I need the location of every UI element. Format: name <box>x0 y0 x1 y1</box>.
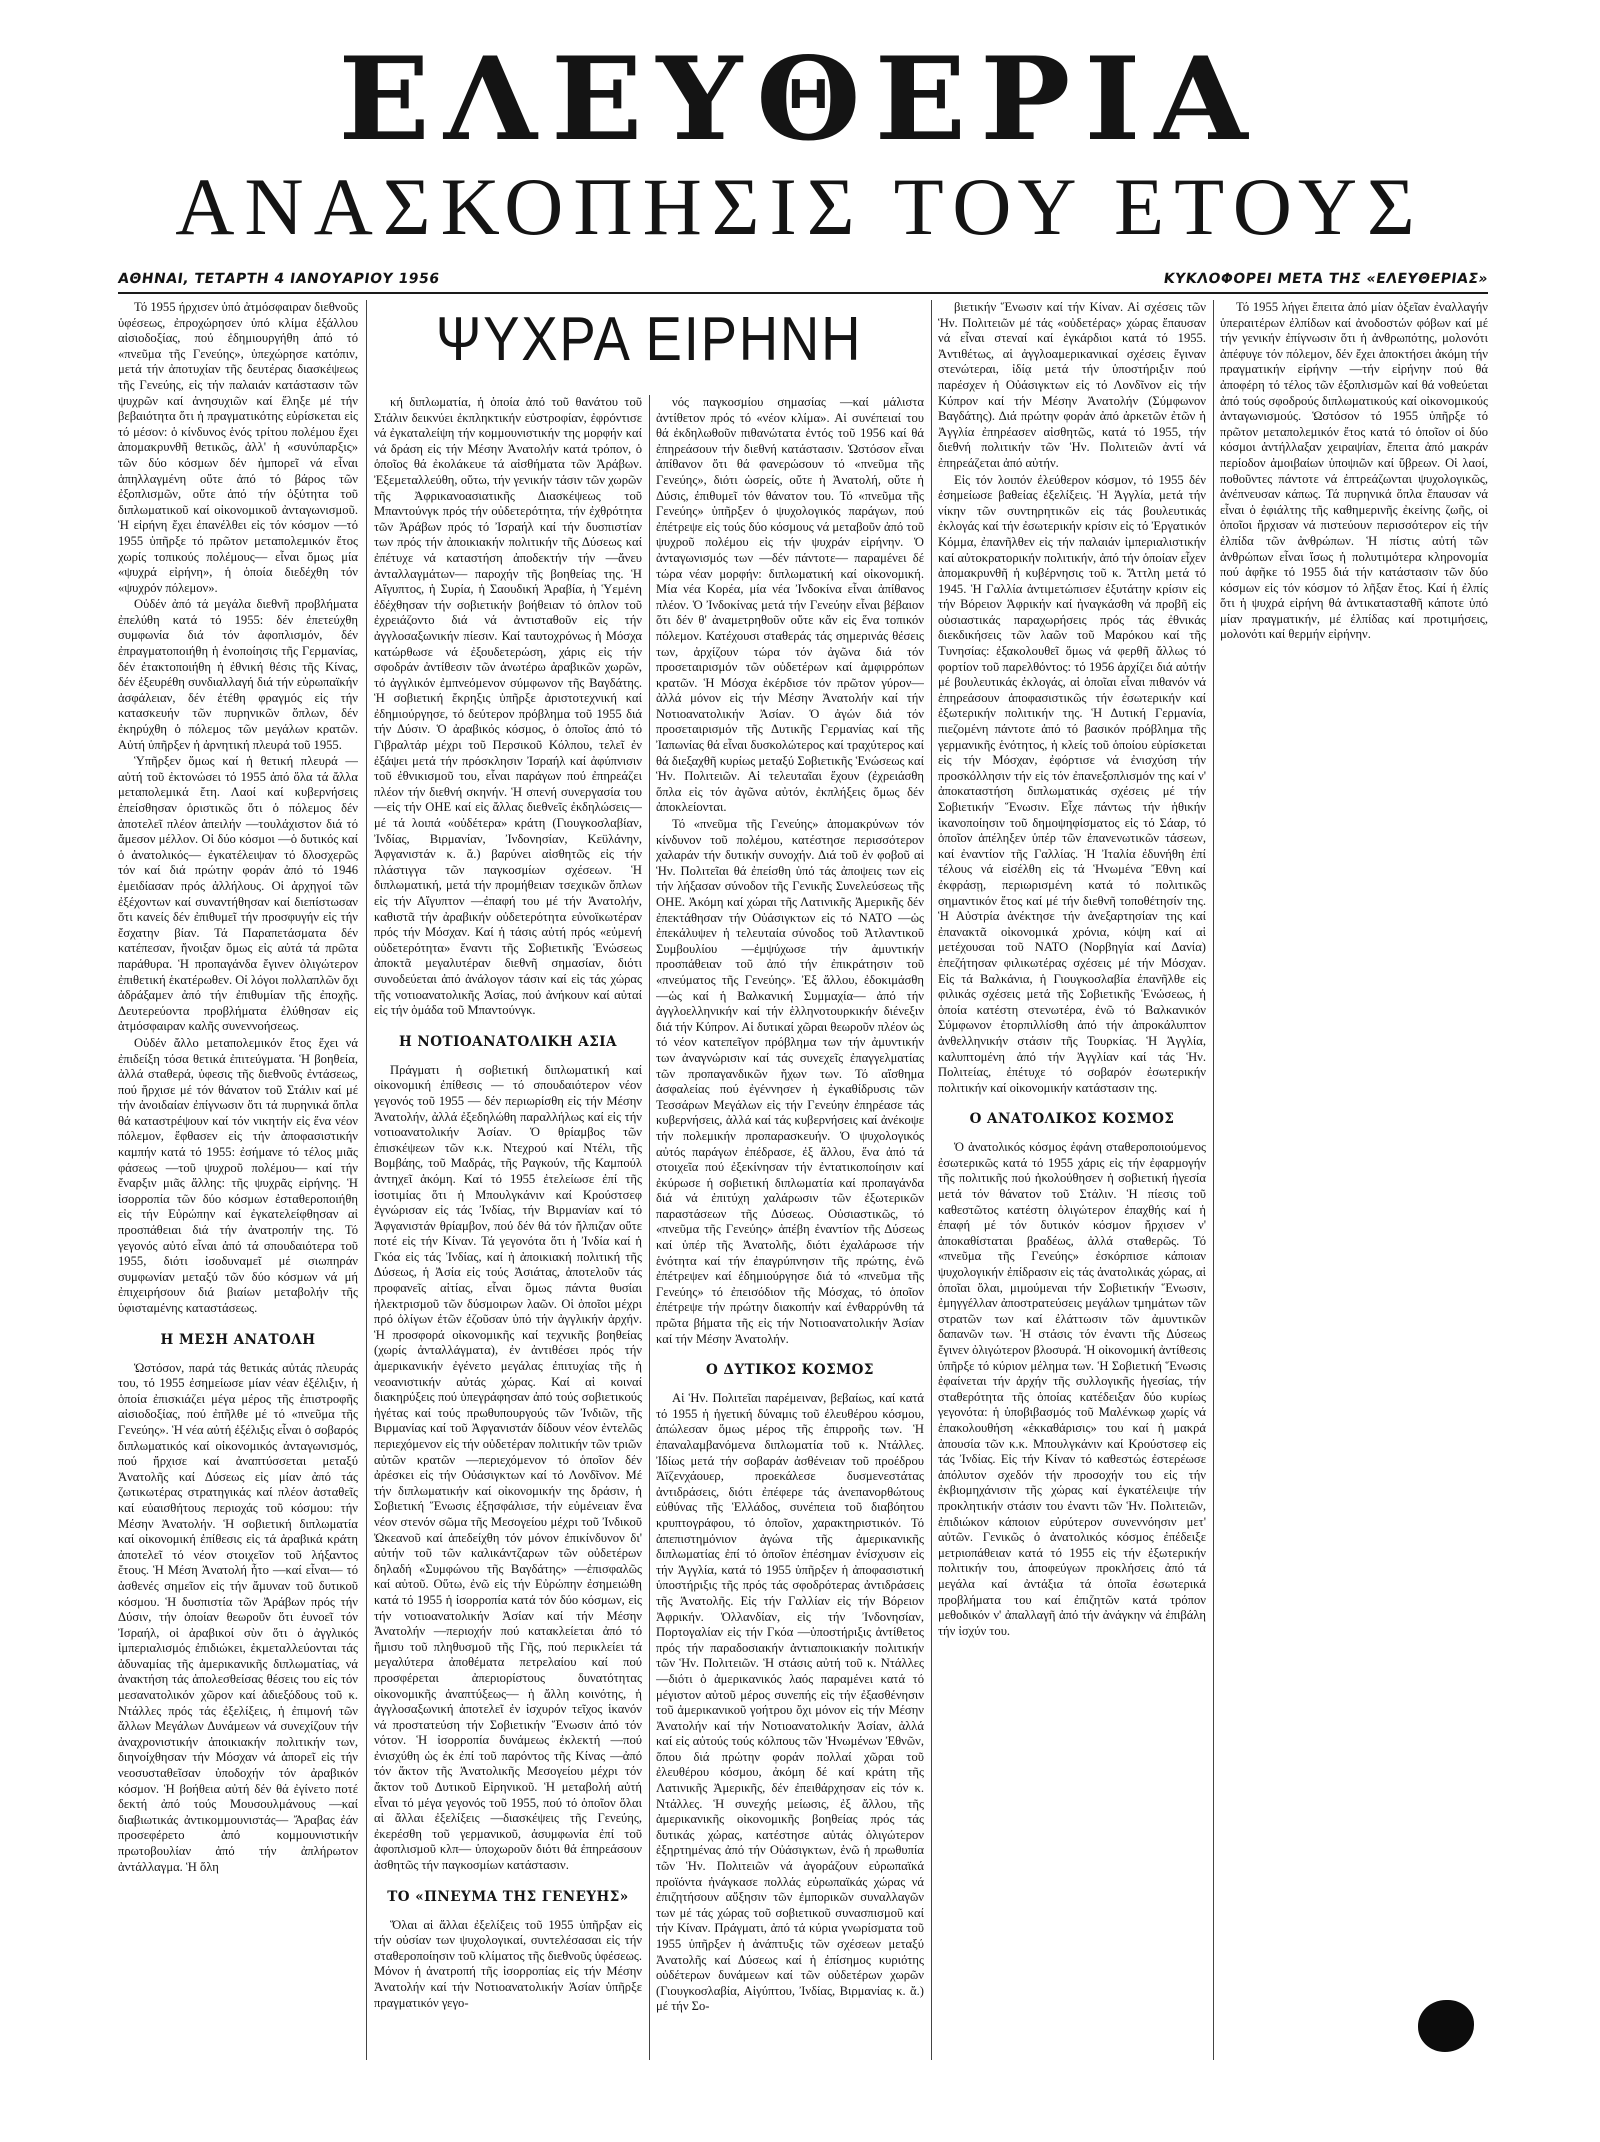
article-column-4 <box>938 300 1206 2065</box>
section-heading-western-world: Ο ΔΥΤΙΚΟΣ ΚΟΣΜΟΣ <box>706 1362 874 1379</box>
column-divider <box>366 300 367 2060</box>
section-heading-southeast-asia: Η ΝΟΤΙΟΑΝΑΤΟΛΙΚΗ ΑΣΙΑ <box>398 1033 618 1050</box>
article-column-5 <box>1220 300 1488 2065</box>
issue-date: ΑΘΗΝΑΙ, ΤΕΤΑΡΤΗ 4 ΙΑΝΟΥΑΡΙΟΥ 1956 <box>116 271 441 287</box>
paragraph: βιετικήν Ἕνωσιν καί τήν Κίναν. Αἱ σχέσεις τῶν Ἡν. Πολιτειῶν μέ τάς «οὐδετέρας» χώρας ἔπαυσαν νά εἶναι στεναί καί ἐγκάρδιοι κατά τό 1955. Ἀντιθέτως, αἱ ἀγγλοαμερικανικαί σχέσεις ἔγιναν στενώτεραι, ἰδίᾳ μετά τήν ὑποστήριξιν πού παρέσχεν ἡ Οὐάσιγκτων εἰς τό Λονδῖνον εἰς τήν Κύπρον καί τήν Μέσην Ἀνατολήν (Σύμφωνον Βαγδάτης). Διά πρώτην φοράν ἀπό ἀρκετῶν ἐτῶν ἡ Ἀγγλία ἐπηρέασεν αἰσθητῶς, κατά τό 1955, τήν διεθνή πολιτικήν τῶν Ἡν. Πολιτειῶν ἀντί νά ἐπηρεάζεται ἀπό αὐτήν. <box>938 300 1206 470</box>
paragraph: Τό «πνεῦμα τῆς Γενεύης» ἀπομακρύνων τόν κίνδυνον τοῦ πολέμου, κατέστησε περισσότερον χαλαράν τήν δυτικήν συνοχήν. Διά τοῦ ἐν φοβοῦ αἱ Ἡν. Πολιτεῖαι θά ἐπείσθη ὑπό τάς ἀποψεις των εἰς τήν λήξασαν σύνοδον τῆς Γενικῆς Συνελεύσεως τῆς ΟΗΕ. Ἀκόμη καί χώραι τῆς Λατινικῆς Ἀμερικῆς δέν ἐπεκτάθησαν τήν Οὐάσιγκτων εἰς τό ΝΑΤΟ —ὡς ἐπεκάλυψεν ἡ τελευταία σύνοδος τοῦ Ἀτλαντικοῦ Συμβουλίου —ἐμψύχωσε τήν ἀμυντικήν προσπάθειαν τοῦ ἀπό τήν ἐπικράτησιν τοῦ «πνεύματος τῆς Γενεύης». Ἐξ ἄλλου, ἐδοκιμάσθη —ὡς καί ἡ Βαλκανική Συμμαχία— ἀπό τήν ἀγγλοελληνικήν καί τήν ἑλληνοτουρκικήν διένεξιν διά τήν Κύπρον. Αἱ δυτικαί χῶραι θεωροῦν πλέον ὡς τό νέον κατεπεῖγον πρόβλημα των τήν ἀμυντικήν των ἀναγνώρισιν καί τάς συνεχεῖς ἐπαγγελματίας τῶν προπαγανδικῶν ἤχων των. Τό αἴσθημα ἀσφαλείας πού ἐγέννησεν ἡ ἐγκαθίδρυσις τῶν Τεσσάρων Μεγάλων εἰς τήν Γενεύην ἐπηρέασε τάς κυβερνήσεις, ἀλλά καί τάς κυβερνήσεις καί ἀνέκοψε τήν πολεμικήν προπαρασκευήν. Ὁ ψυχολογικός αὐτός παράγων ἐπέδρασε, ἐξ ἄλλου, ἕνα ἀπό τά στοιχεῖα πού ἐξεκίνησαν τήν ἐντατικοποίησιν καί ἐκύρωσε ἡ σοβιετική διπλωματία καί προπαγάνδα διά νά ἐπιτύχη χαλάρωσιν τῶν ἐξωτερικῶν παραστάσεων τῆς Δύσεως. Οὐσιαστικῶς, τό «πνεῦμα τῆς Γενεύης» ἀπέβη ἐναντίον τῆς Δύσεως καί ὑπέρ τῆς Ἀνατολῆς, διότι ἐχαλάρωσε τήν ἑνότητα καί τήν ἐπαγρύπνησιν τῆς πρώτης, ἐνῶ ἐπέτρεψεν καί ἐδημιούργησε διά τό «πνεῦμα τῆς Γενεύης» τό ἐπεισόδιον τῆς Μόσχας, τό ὁποῖον ἐπέτρεψε τήν πρώτην διακοπήν καί ἐνθαρρύνθη τά πρῶτα βήματα τῆς εἰς τήν Νοτιοανατολικήν Ἀσίαν καί τήν Μέσην Ἀνατολήν. <box>656 817 924 1346</box>
paragraph: νός παγκοσμίου σημασίας —καί μάλιστα ἀντίθετον πρός τό «νέον κλίμα». Αἱ συνέπειαί του θά ἐκδηλωθοῦν πιθανώτατα ἐντός τοῦ 1956 καί θά ἐπηρεάσουν τήν διεθνή κατάστασιν. Ὡστόσον εἶναι ἀπίθανον ὅτι θά φανερώσουν τό «πνεῦμα τῆς Γενεύης», διότι ὡσρείς, οὔτε ἡ Ἀνατολή, οὔτε ἡ Δύσις, ἐπιθυμεῖ τόν θάνατον του. Τό «πνεῦμα τῆς Γενεύης» ὑπῆρξεν ὁ ψυχολογικός παράγων, πού ἐπέτρεψε εἰς τούς δύο κόσμους νά μεταβοῦν ἀπό τοῦ ψυχροῦ πολέμου εἰς τήν ψυχράν εἰρήνην. Ὁ ἀνταγωνισμός των —δέν πάντοτε— παραμένει δέ τώρα νέαν μορφήν: διπλωματική καί οἰκονομική. Μία νέα Κορέα, μία νέα Ἰνδοκίνα εἶναι ἀπίθανος πλέον. Ὁ Ἰνδοκίνας μετά τήν Γενεύην εἶναι βέβαιον ὅτι δέν θ' ἀναμετρηθοῦν οὔτε κἄν εἰς ἕνα τοπικόν πόλεμον. Κατέχουσι σταθεράς τάς σημερινάς θέσεις των, ἀρχίζουν τώρα τόν ἀγῶνα διά τόν προσεταιρισμόν τῶν οὐδετέρων καί ἀμφιρρόπων κρατῶν. Ἡ Μόσχα ἐκέρδισε τόν πρῶτον γύρον—ἀλλά μόνον εἰς τήν Μέσην Ἀνατολήν καί τήν Νοτιοανατολικήν Ἀσίαν. Ὁ ἀγών διά τόν προσεταιρισμόν τῆς Δυτικῆς Γερμανίας καί τῆς Ἰαπωνίας θά εἶναι δυσκολώτερος καί τραχύτερος καί θά διεξαχθῆ κυρίως μεταξύ Σοβιετικῆς Ἑνώσεως καί Ἡν. Πολιτειῶν. Αἱ τελευταῖαι ἔχουν (ἐχρειάσθη ὅπλα εἰς τόν ἀγῶνα αὐτόν, ἐκπλήξεις ὅμως δέν ἀποκλείονται. <box>656 395 924 815</box>
column-divider <box>931 300 932 2060</box>
section-heading-middle-east: Η ΜΕΣΗ ΑΝΑΤΟΛΗ <box>160 1331 316 1348</box>
column-divider <box>1213 300 1214 2060</box>
section-heading-eastern-world: Ο ΑΝΑΤΟΛΙΚΟΣ ΚΟΣΜΟΣ <box>969 1111 1175 1128</box>
paragraph: Πράγματι ἡ σοβιετική διπλωματική καί οἰκονομική ἐπίθεσις — τό σπουδαιότερον νέον γεγονός τοῦ 1955 — δέν περιωρίσθη εἰς τήν Μέσην Ἀνατολήν, ἀλλά ἐξεδηλώθη παραλλήλως καί εἰς τήν νοτιοανατολικήν Ἀσίαν. Ὁ θρίαμβος τῶν ἐπισκέψεων τῶν κ.κ. Ντεχρού καί Ντέλι, τῆς Βομβάης, τοῦ Μαδράς, τῆς Ραγκούν, τῆς Καμπούλ ἀντηχεῖ ἀκόμη. Καί τό 1955 ἐτελείωσε ἐπί τῆς ἰσοτιμίας ὅτι ἡ Μπουλγκάνιν καί Κρούστσεφ ἐγνώρισαν εἰς τάς Ἰνδίας, τήν Βιρμανίαν καί τό Ἀφγανιστάν θρίαμβον, πού δέν θά τόν ἤλπιζαν οὔτε ποτέ εἰς τήν Κίναν. Τά γεγονότα ὅτι ἡ Ἰνδία καί ἡ Γκόα εἰς τάς Ἰνδίας, καί ἡ ἀποικιακή πολιτική τῆς Δύσεως, ἡ Ἀσία εἰς τούς Ἀσιάτας, ἀποτελοῦν τάς προφανεῖς αἰτίας, εἶναι ὅμως πάντα θυσίαι ἠλεκτρισμοῦ τῶν δύσμοιρων λαῶν. Οἱ ὁποῖοι μέχρι πρό ὀλίγων ἐτῶν ἐζοῦσαν ὑπό τήν ἀγγλικήν ἀρχήν. Ἡ προσφορά οἰκονομικῆς καί τεχνικῆς βοηθείας (χωρίς ἀνταλλάγματα), ἐν ἀντιθέσει πρός τήν ἀμερικανικήν ἐγένετο μεγάλας ἐπιτυχίας τῆς ἡ νεοανιστικήν αὐτάς χώρας. Καί αἱ κοιναί διακηρύξεις πού ὑπεγράφησαν ἀπό τούς σοβιετικούς ἡγέτας καί τούς πρωθυπουργούς τῶν Ἰνδιῶν, τῆς Βιρμανίας καί τοῦ Ἀφγανιστάν δίδουν νέον ἐντελῶς περιεχόμενον εἰς τήν οὐδετέραν πολιτικήν τῶν τριῶν αὐτῶν κρατῶν —περιεχόμενον τό ὁποῖον δέν ἀρέσκει εἰς τήν Οὐάσιγκτων καί τό Λονδῖνον. Μέ τήν διπλωματικήν καί οἰκονομικήν της δράσιν, ἡ Σοβιετική Ἕνωσις ἐξησφάλισε, τήν εὐμένειαν ἕνα νέον στενόν σῶμα τῆς Μεσογείου μέχρι τοῦ Ἰνδικοῦ Ὠκεανοῦ καί ἀπεδείχθη τόν μόνον ἐπικίνδυνον δι' αὐτήν τοῦ τῶν καλικάντζαρων τῶν οὐδετέρων δηλαδή «Συμφώνου τῆς Βαγδάτης» —ἐπισφαλῶς καί αὐτοῦ. Οὕτω, ἐνῶ εἰς τήν Εὐρώπην ἐσημειώθη κατά τό 1955 ἡ ἰσορροπία κατά τόν δύο κόσμων, εἰς τήν νοτιοανατολικήν Ἀσίαν καί τήν Μέσην Ἀνατολήν —περιοχήν πού κατακλείεται ἀπό τό ἥμισυ τοῦ πληθυσμοῦ τῆς Γῆς, πού περικλείει τά μεγαλύτερα ἀποθέματα πετρελαίου καί πού προσφέρεται ἀπεριορίστους δυνατότητας οἰκονομικῆς ἀναπτύξεως— ἡ ἄλλη κοινότης, ἡ ἀγγλοσαξωνική ἀποτελεῖ ἐν ἰσχυρόν τεῖχος ἱκανόν νά προστατεύση τήν Σοβιετικήν Ἕνωσιν ἀπό τόν νότον. Ἡ ἰσορροπία δυνάμεως ἐκλεκτή —πού ἐνισχύθη ὡς ἐκ ἐπί τοῦ παρόντος τῆς Κίνας —ἀπό τόν ἄκτον τῆς Ἀνατολικῆς Μεσογείου μέχρι τόν ἄκτον τοῦ Δυτικοῦ Εἰρηνικοῦ. Ἡ μεταβολή αὐτή εἶναι τό μέγα γεγονός τοῦ 1955, πού τό ὁποῖον ὅλαι αἱ ἄλλαι ἐξελίξεις —διασκέψεις τῆς Γενεύης, ἐκερέσθη τοῦ γερμανικοῦ, ἀσυμφωνία ἐπί τοῦ ἀφοπλισμοῦ κλπ— ὑποχωροῦν διότι θά ἐπηρεάσουν ἀσθητῶς τήν παγκοσμίων κατάστασιν. <box>374 1062 642 1873</box>
paragraph: Τό 1955 ήρχισεν ὑπό ἀτμόσφαιραν διεθνοῦς ὑφέσεως, ἐπροχώρησεν ὑπό κλίμα ἐξάλλου αἰσιοδοξίας, πού ἐδημιουργήθη ἀπό τό «πνεῦμα τῆς Γενεύης», ὑπεχώρησε κατόπιν, μετά τήν ἀποτυχίαν τῆς δευτέρας διασκέψεως τῆς Γενεύης, εἰς τήν παλαιάν κατάστασιν τῶν ψυχρῶν καί ἀνησυχιῶν καί ἔληξε μέ τήν βεβαιότητα ὅτι ἡ πραγματικότης εὑρίσκεται εἰς τό μέσον: ὁ κίνδυνος ἑνός τρίτου πολέμου ἔχει ἀπομακρυνθῆ θετικῶς, ἀλλ' ἡ «συνύπαρξις» τῶν δύο κόσμων δέν ἠμπορεῖ νά εἶναι ἁπηλλαγμένη οὔτε ἀπό τό βάρος τῶν ἐξοπλισμῶν, οὔτε ἀπό τήν ὀξύτητα τοῦ διπλωματικοῦ καί οἰκονομικοῦ ἀνταγωνισμοῦ. Ἡ εἰρήνη ἔχει ἐπανέλθει εἰς τόν κόσμον —τό 1955 ὑπῆρξε τό πρῶτον μεταπολεμικόν ἔτος χωρίς τοπικούς πολέμους— εἶναι ὅμως μία «ψυχρά εἰρήνη», ἡ ὁποία διεδέχθη τόν «ψυχρόν πόλεμον». <box>118 300 358 595</box>
article-column-1 <box>118 300 358 2065</box>
paragraph: Οὐδέν ἀπό τά μεγάλα διεθνῆ προβλήματα ἐπελύθη κατά τό 1955: δέν ἐπετεύχθη συμφωνία διά τόν ἀφοπλισμόν, δέν ἐπραγματοποιήθη ἡ ἑνοποίησις τῆς Γερμανίας, δέν ἐτακτοποιήθη ἡ ἐθνική θέσις τῆς Κίνας, δέν ἐξευρέθη συνδιαλλαγή διά τήν εὐρωπαϊκήν ἀσφάλειαν, δέν ἐτέθη φραγμός εἰς τήν κατασκευήν τῶν πυρηνικῶν ὅπλων, δέν ἐκηρύχθη ὁ πόλεμος τῶν μεγάλων κρατῶν. Αὐτή ὑπῆρξεν ἡ ἀρνητική πλευρά τοῦ 1955. <box>118 597 358 752</box>
paragraph: κή διπλωματία, ἡ ὁποία ἀπό τοῦ θανάτου τοῦ Στάλιν δεικνύει ἐκπληκτικήν εὐστροφίαν, ἐφρόντισε νά ἐγκαταλείψη τήν κομμουνιστικήν της μορφήν καί νά δράση εἰς τήν Μέσην Ἀνατολήν κατά τρόπον, ὁ ὁποῖος θά ἐκολάκευε τά αἰσθήματα τῶν Ἀράβων. Ἐξεμεταλλεύθη, οὕτω, τήν γενικήν τάσιν τῶν χωρῶν τῆς Ἀφρικανοασιατικῆς Διασκέψεως τοῦ Μπαντούνγκ πρός τήν οὐδετερότητα, τήν ἐχθρότητα τῶν Ἀράβων πρός τό Ἰσραήλ καί τήν δυσπιστίαν των πρός τήν ἀποικιακήν πολιτικήν τῆς Δύσεως καί ἐπέτυχε νά καταστήση ἀποδεκτήν τήν —ἄνευ ἀνταλλαγμάτων— παροχήν τῆς βοηθείας της. Ἡ Αἴγυπτος, ἡ Συρία, ἡ Σαουδική Ἀραβία, ἡ Ὑεμένη ἐδέχθησαν τήν σοβιετικήν βοήθειαν τό ὁπλον τοῦ ἐχρειάζοντο διά νά ἀντισταθοῦν εἰς τήν ἀγγλοσαξωνικήν πίεσιν. Καί ταυτοχρόνως ἡ Μόσχα κατώρθωσε νά ἐξουδετερώση, χάρις εἰς τήν σφοδράν ἀντίθεσιν τῶν ἀνωτέρω ἀραβικῶν χωρῶν, τό ἀγγλικόν ἐμπνεόμενον σύμφωνον τῆς Βαγδάτης. Ἡ σοβιετική ἔκρηξις ὑπῆρξε ἀριστοτεχνική καί ἐδημιούργησε, τό δεύτερον πρόβλημα τοῦ 1955 διά τήν Δύσιν. Ὁ ἀραβικός κόσμος, ὁ ὁποῖος ἀπό τό Γιβραλτάρ μέχρι τοῦ Περσικοῦ Κόλπου, τελεῖ ἐν ἐξάψει μετά τήν πρόσκλησιν Ἰσραήλ καί ἀφύπνισιν τοῦ ἐθνικισμοῦ του, εἶναι παράγων πού ἐπηρεάζει πλέον τήν διεθνή σκηνήν. Ἡ σπενή συνεργασία του —εἰς τήν ΟΗΕ καί εἰς ἄλλας διεθνεῖς ἐκδηλώσεις— μέ τά λοιπά «οὐδέτερα» κράτη (Γιουγκοσλαβίαν, Ἰνδίας, Βιρμανίαν, Ἰνδονησίαν, Κεϋλάνην, Ἀφγανιστάν κ. ἄ.) βαρύνει αἰσθητῶς εἰς τήν πλάστιγγα τῶν παγκοσμίων σχέσεων. Ἡ διπλωματική, μετά τήν προμήθειαν τσεχικῶν ὅπλων εἰς τήν Αἴγυπτον —ἐπαφή του μέ τήν Ἀνατολήν, καθιστᾶ τήν ἀραβικήν οὐδετερότητα εὐνοϊκωτέραν πρός τήν Μόσχαν. Καί ἡ τάσις αὐτή πρός «εὐμενή οὐδετερότητα» ἔναντι τῆς Σοβιετικῆς Ἑνώσεως ἀποκτᾶ μεγαλυτέραν διεθνῆ σημασίαν, διότι συνοδεύεται ἀπό ἀνάλογον τάσιν καί εἰς τάς χώρας τῆς νοτιοανατολικῆς Ἀσίας, πού ἀνήκουν καί αὐταί εἰς τήν ὁμάδα τοῦ Μπαντούνγκ. <box>374 395 642 1018</box>
paragraph: Οὐδέν ἄλλο μεταπολεμικόν ἔτος ἔχει νά ἐπιδείξη τόσα θετικά ἐπιτεύγματα. Ἡ βοηθεία, ἀλλά σταθερά, ὑφεσις τῆς διεθνοῦς ἐντάσεως, πού ἤρχισε μέ τόν θάνατον τοῦ Στάλιν καί μέ τήν ἀνοιδαίαν ἐπίγνωσιν ὅτι τά πυρηνικά ὅπλα θά καταστρέψουν καί τόν νικητήν εἰς ἕνα νέον πόλεμον, ἔφθασεν εἰς τήν ἀποφασιστικήν καμπήν κατά τό 1955: ἐσήμανε τό τέλος μιᾶς φάσεως —τοῦ ψυχροῦ πολέμου— καί τήν ἔναρξιν μιᾶς ἄλλης: τῆς ψυχρᾶς εἰρήνης. Ἡ ἰσορροπία τῶν δύο κόσμων ἐσταθεροποιήθη εἰς τήν Εὐρώπην καί ἐγκατελείφθησαν αἱ προσπάθειαι διά τήν ἀνατροπήν της. Τό γεγονός αὐτό εἶναι ἀπό τά σπουδαιότερα τοῦ 1955, διότι ἰσοδυναμεῖ μέ σιωπηράν συμφωνίαν μεταξύ τῶν δύο κόσμων νά μή ἐπιχειρήσουν διά βιαίων μεταβολήν τῆς ὑφισταμένης καταστάσεως. <box>118 1035 358 1315</box>
section-heading-geneva-spirit: ΤΟ «ΠΝΕΥΜΑ ΤΗΣ ΓΕΝΕΥΗΣ» <box>387 1888 629 1905</box>
column-divider <box>649 395 650 2060</box>
paragraph: Ὑπῆρξεν ὅμως καί ἡ θετική πλευρά — αὐτή τοῦ ἐκτονώσει τό 1955 ἀπό ὅλα τά ἄλλα μεταπολεμικά ἔτη. Λαοί καί κυβερνήσεις ἐπείσθησαν ὁριστικῶς ὅτι ὁ πόλεμος δέν ἀποτελεῖ πλέον ἀπειλήν —τουλάχιστον διά τό ἄμεσον μέλλον. Οἱ δύο κόσμοι —ὁ δυτικός καί ὁ ἀνατολικός— ἐγκατέλειψαν τό δλοσχερῶς τόν καί διά πρώτην φοράν ἀπό τό 1946 ἐμειδίασαν πρός ἀλλήλους. Οἱ ἀρχηγοί τῶν ἐξέχοντων καί συναντήθησαν καί διεπίστωσαν ὅτι κανείς δέν ἐπιθυμεῖ τήν προσφυγήν εἰς τήν ἔσχατην βίαν. Τά Παραπετάσματα δέν κατέπεσαν, ἤνοιξαν ὅμως εἰς αὐτά τά πρῶτα παράθυρα. Ἡ προπαγάνδα ἔγινεν ὀλιγώτερον ἐπιθετική ἑκατέρωθεν. Οἱ λόγοι πολλαπλῶν ὄχι ἀδράξαμεν ἀπό τήν ἐπιθυμίαν τῆς ἐποχῆς. Δευτερεύοντα προβλήματα ἐλύθησαν εἰς ἀτμόσφαιραν καλῆς συνεννοήσεως. <box>118 754 358 1034</box>
article-column-2 <box>374 395 642 2065</box>
header-rule <box>118 292 1488 294</box>
article-headline: ΨΥΧΡΑ ΕΙΡΗΝΗ <box>435 305 863 374</box>
newspaper-title: ΕΛΕΥΘΕΡΙΑ <box>338 32 1262 167</box>
paragraph: Εἰς τόν λοιπόν ἐλεύθερον κόσμον, τό 1955 δέν ἐσημείωσε βαθείας ἐξελίξεις. Ἡ Ἀγγλία, μετά τήν νίκην τῶν συντηρητικῶν εἰς τάς βουλευτικάς ἐκλογάς καί τήν ἐσωτερικήν κρίσιν εἰς τό Ἐργατικόν Κόμμα, ἐπανῆλθεν εἰς τήν παλαιάν ἰμπεριαλιστικήν καί αὐτοκρατορικήν πολιτικήν, ἀπό τήν ὁποίαν εἶχεν ἀπομακρυνθῆ ἡ κυβέρνησις τοῦ κ. Ἄττλη μετά τό 1945. Ἡ Γαλλία ἀντιμετώπισεν ἐξυτάτην κρίσιν εἰς τήν Βόρειον Ἀφρικήν καί ἠναγκάσθη νά προβῆ εἰς οὐσιαστικάς παραχωρήσεις πρός τάς ἐθνικάς διεκδικήσεις τῶν λαῶν τοῦ Μαρόκου καί τῆς Τυνησίας: ἐξακολουθεῖ ὅμως νά φερθῆ ἄλλως τό φορτίον τοῦ παρελθόντος: τό 1956 ἀρχίζει διά αὐτήν μέ βουλευτικάς ἐκλογάς, αἱ ὁποῖαι εἶναι πιθανόν νά ἐπηρεάσουν ἀποφασιστικῶς τήν ἐσωτερικήν καί ἐξωτερικήν πολιτικήν της. Ἡ Δυτική Γερμανία, πιεζομένη πάντοτε ἀπό τό βασικόν πρόβλημα τῆς γερμανικῆς ἑνότητος, ἡ κλείς τοῦ ὁποίου εὑρίσκεται εἰς τήν Μόσχαν, ἐφόρτισε νά ἐνισχύση τήν προσκόλλησιν τήν εἰς τόν ἐπανεξοπλισμόν της καί ν' ἀποκαταστήση διπλωματικάς σχέσεις μέ τήν Σοβιετικήν Ἕνωσιν. Εἶχε πάντως τήν ἠθικήν ἱκανοποίησιν τοῦ δημοψηφίσματος εἰς τό Σάαρ, τό ὁποῖον ἀπέληξεν ὑπέρ τῶν ἐπανενωτικῶν τάσεων, καί ἐναντίον τῆς Γαλλίας. Ἡ Ἰταλία ἐδυνήθη ἐπί τέλους νά εἰσέλθη εἰς τά Ἡνωμένα Ἔθνη καί ἐκφράσῃ, περιωρισμένη κατά τό πολιτικῶς σημαντικόν ἔτος καί μέ τήν διεθνῆ τοποθέτησίν της. Ἡ Αὐστρία ἀνέκτησε τήν ἀνεξαρτησίαν της καί ἐπανακτᾶ οἰκονομικά χρόνια, κόψη καί αἱ μετέχουσαι τοῦ ΝΑΤΟ (Νορβηγία καί Δανία) ἐπεζήτησαν φιλικωτέρας σχέσεις μέ τήν Μόσχαν. Εἰς τά Βαλκάνια, ἡ Γιουγκοσλαβία ἐπανῆλθε εἰς φιλικάς σχέσεις μετά τῆς Σοβιετικῆς Ἑνώσεως, ἡ ὁποία κατέστη στενωτέρα, ἐνῶ τό Βαλκανικόν Σύμφωνον ἐτορπιλλίσθη ἀπό τήν ἀπροκάλυπτον ἀνθελληνικήν στάσιν τῆς Τουρκίας. Ἡ Ἀγγλία, καλυπτομένη ἀπό τήν Ἀγγλίαν καί τάς Ἡν. Πολιτείας, ἐπέτυχε τό σοβαρόν ἐσωτερικήν πολιτικήν καί οἰκονομικήν κατάστασιν της. <box>938 472 1206 1095</box>
paragraph: Ὁ ἀνατολικός κόσμος ἐφάνη σταθεροποιούμενος ἐσωτερικῶς κατά τό 1955 χάρις εἰς τήν ἐφαρμογήν τῆς πολιτικῆς πού ἠκολούθησεν ἡ σοβιετική ἡγεσία μετά τόν θάνατον τοῦ Στάλιν. Ἡ πίεσις τοῦ καθεστῶτος κατέστη ὀλιγώτερον ἐπαχθής καί ἡ ἐπαφή μέ τόν δυτικόν κόσμον ἤρχισεν ν' ἀποκαθίσταται βραδέως, ἀλλά σταθερῶς. Τό «πνεῦμα τῆς Γενεύης» ἐσκόρπισε κάποιαν ψυχολογικήν ἐπίδρασιν εἰς τάς ἀνατολικάς χώρας, αἱ ὁποῖαι ὅλαι, μιμούμεναι τήν Σοβιετικήν Ἕνωσιν, ἐμηγγέλλαν ἀποστρατεύσεις μεγάλων τμημάτων τῶν στρατῶν των καί ἐλάττωσιν τῶν ἀμυντικῶν δαπανῶν των. Ἡ στάσις τόν ἐναντι τῆς Δύσεως ἔγινεν ὀλιγώτερον βλοσυρά. Ἡ οἰκονομική ἀντίθεσις ὑπῆρξε τό κύριον μέλημα των. Ἡ Σοβιετική Ἕνωσις ἐφαίνεται τήν ἀρχήν τῆς συλλογικῆς ἡγεσίας, τήν σταθερότητα τῆς ὁποίας κατέδειξαν δύο κυρίως γεγονότα: ἡ ὑποβιβασμός τοῦ Μαλένκωφ χωρίς νά ἐπακολουθήση «ἐκκαθάρισις» του καί ἡ μακρά ἀπουσία τῶν κ.κ. Μπουλγκάνιν καί Κρούστσεφ εἰς τάς Ἰνδίας. Εἰς τήν Κίναν τό καθεστώς ἐστερέωσε ἀπόλυτον σχεδόν τήν προσοχήν του εἰς τήν ἐκβιομηχάνισιν τῆς χώρας καί ἐγκατέλειψε τήν προκλητικήν στάσιν του ἐναντι τῶν Ἡν. Πολιτειῶν, ἐπιδιώκον κάποιον εὐρύτερον συνεννόησιν μετ' αὐτῶν. Γενικῶς ὁ ἀνατολικός κόσμος ἐπέδειξε μετριοπάθειαν κατά τό 1955 εἰς τήν ἐξωτερικήν πολιτικήν του, ἀποφεύγων προκλήσεις ἀπό τά μεγάλα καί ἀντάξια τά ὁποῖα ἐσωτερικά προβλήματα του καί ἐπιζητῶν κατά τρόπον μεθοδικόν ν' ἀπαλλαγῆ ἀπό τήν ἀνάγκην νά ἐπιβάλη τήν ἰσχύν του. <box>938 1140 1206 1638</box>
paragraph: Ὅλαι αἱ ἄλλαι ἐξελίξεις τοῦ 1955 ὑπῆρξαν εἰς τήν οὐσίαν των ψυχολογικαί, συντελέσασαι εἰς τήν σταθεροποίησιν τοῦ κλίματος τῆς διεθνοῦς ὑφέσεως. Μόνον ἡ ἀνατροπή τῆς ἰσορροπίας εἰς τήν Μέσην Ἀνατολήν καί τήν Νοτιοανατολικήν Ἀσίαν ὑπῆρξε πραγματικόν γεγο- <box>374 1917 642 2010</box>
paragraph: Αἱ Ἡν. Πολιτεῖαι παρέμειναν, βεβαίως, καί κατά τό 1955 ἡ ἡγετική δύναμις τοῦ ἐλευθέρου κόσμου, ἀπώλεσαν ὅμως μέρος τῆς ἐπιρροῆς των. Ἡ ἐπαναλαμβανόμενα διπλωματία τοῦ κ. Ντάλλες. Ἰδίως μετά τήν σοβαράν ἀσθένειαν τοῦ προέδρου Ἀϊζενχάουερ, προεκάλεσε δυσμενεστάτας ἀντιδράσεις, διότι ἐπέφερε τάς ἀνεπανορθώτους εὐθύνας τῆς Ἑλλάδος, συνέπεια τοῦ διαβόητου κρυπτογράφου, τό ὁποῖον, χαρακτηριστικόν. Τό ἀπεπιστημόνιον ἀγώνα τῆς ἀμερικανικῆς διπλωματίας ἐπί τό ὁποῖον ἐπέσημαν ἐνίσχυσιν εἰς τήν Ἀγγλία, κατά τό 1955 ὑπῆρξεν ἡ ἀποφασιστική ὑποστήριξις τῆς πρός τάς σφοδρότερας ἀντιδράσεις τῆς Ἀνατολῆς. Εἰς τήν Γαλλίαν εἰς τήν Βόρειον Ἀφρικήν. Ὁλλανδίαν, εἰς τήν Ἰνδονησίαν, Πορτογαλίαν εἰς τήν Γκόα —ὑποστήριξις ἀντίθετος πρός τήν παραδοσιακήν ἀντιαποικιακήν πολιτικήν τῶν Ἡν. Πολιτειῶν. Ἡ στάσις αὐτή τοῦ κ. Ντάλλες —διότι ὁ ἀμερικανικός λαός παραμένει κατά τό μέγιστον αὐτοῦ μέρος συνεπής εἰς τήν ἐξασθένησιν τοῦ ἀμερικανικοῦ γοήτρου ὄχι μόνον εἰς τήν Μέσην Ἀνατολήν καί τήν Νοτιοανατολικήν Ἀσίαν, ἀλλά καί εἰς αὐτούς τούς κόλπους τῶν Ἡνωμένων Ἐθνῶν, ὅπου διά πρώτην φοράν πολλαί χῶραι τοῦ ἐλευθέρου κόσμου, ἀκόμη δέ καί κράτη τῆς Λατινικῆς Ἀμερικῆς, δέν ἐπειθάρχησαν εἰς τόν κ. Ντάλλες. Ἡ συνεχής μείωσις, ἐξ ἄλλου, τῆς ἀμερικανικῆς οἰκονομικῆς βοηθείας πρός τάς δυτικάς χώρας, κατέστησε αὐτάς ὀλιγώτερον ἐξηρτημένας ἀπό τήν Οὐάσιγκτων, ἐνῶ ἡ πρωθυπία τῶν Ἡν. Πολιτειῶν νά ἀγοράζουν εὐρωπαϊκά προϊόντα ἠνάγκασε πολλάς εὐρωπαϊκάς χώρας νά ἐπιζητήσουν αὔξησιν τῶν ἐμπορικῶν συναλλαγῶν των μέ τάς χώρας τοῦ σοβιετικοῦ συνασπισμοῦ καί τήν Κίναν. Πράγματι, ἀπό τά κύρια γνωρίσματα τοῦ 1955 ὑπῆρξεν ἡ ἀνάπτυξις τῶν σχέσεων μεταξύ Ἀνατολῆς καί Δύσεως καί ἡ ἐπίσημος κυριότης οὐδέτερων δυνάμεων καί τῶν οὐδετέρων χωρῶν (Γιουγκοσλαβία, Αἰγύπτου, Ἰνδίας, Βιρμανίας κ. ἄ.) μέ τήν Σο- <box>656 1391 924 2014</box>
article-column-3 <box>656 395 924 2065</box>
newspaper-subtitle: ΑΝΑΣΚΟΠΗΣΙΣ ΤΟΥ ΕΤΟΥΣ <box>175 161 1425 252</box>
circulation-note: ΚΥΚΛΟΦΟΡΕΙ ΜΕΤΑ ΤΗΣ «ΕΛΕΥΘΕΡΙΑΣ» <box>1162 271 1490 287</box>
masthead <box>0 32 1600 252</box>
paragraph: Ὡστόσον, παρά τάς θετικάς αὐτάς πλευράς του, τό 1955 ἐσημείωσε μίαν νέαν ἐξέλιξιν, ἡ ὁποία ἐπισκιάζει μέγα μέρος τῆς ἐπιστροφῆς αἰσιοδοξίας, πού ἐπῆλθε μέ τό «πνεῦμα τῆς Γενεύης». Ἡ νέα αὐτή ἐξέλιξις εἶναι ὁ σοβαρός διπλωματικός καί οἰκονομικός ἀνταγωνισμός, πού ἤρχισε καί ἀναπτύσσεται μεταξύ Ἀνατολῆς καί Δύσεως εἰς μίαν ἀπό τάς ζωτικωτέρας στρατηγικάς καί πλέον ἀσταθεῖς καί εὐαισθήτους περιοχάς τοῦ κόσμου: τήν Μέσην Ἀνατολήν. Ἡ σοβιετική διπλωματία καί οἰκονομική ἐπίθεσις εἰς τά ἀραβικά κράτη ἀποτελεῖ τό νέον στοιχεῖον τοῦ λήξαντος ἔτους. Ἡ Μέση Ἀνατολή ἦτο —καί εἶναι— τό ἀσθενές σημεῖον εἰς τήν ἄμυναν τοῦ δυτικοῦ κόσμου. Ἡ δυσπιστία τῶν Ἀράβων πρός τήν Δύσιν, τήν ὁποίαν θεωροῦν ὅτι ἐυνοεῖ τόν Ἰσραήλ, οἱ ἀραβικοί σὺν ὅτι ὁ ἀγγλικός ἰμπεριαλισμός ἐπιδιώκει, ἐκμεταλλεύονται τάς ἀδυναμίας τῆς ἀμερικανικῆς διπλωματίας, νά ἀνακτήση τάς ἀπολεσθείσας θέσεις του εἰς τόν μεσανατολικόν χῶρον καί ἀδιεξόδους τοῦ κ. Ντάλλες πρός τάς ἐξελίξεις, ἡ ἐπιμονή τῶν ἄλλων Μεγάλων Δυνάμεων νά συνεχίζουν τήν ἀναχρονιστικήν ἀποικιακήν πολιτικήν των, διηνοίχθησαν τήν Μόσχαν νά ἀπορεῖ εἰς τήν νεοσυσταθεῖσαν ὑποδοχήν τόν ἀραβικόν κόσμον. Ἡ βοήθεια αὐτή δέν θά ἐγίνετο ποτέ δεκτή ἀπό τούς Μουσουλμάνους —καί διαβιωτικάς ἀντικομμουνιστάς— Ἄραβας ἐάν προσεφέρετο ἀπό κομμουνιστικήν πρωτοβουλίαν ἀπό τήν ἀπλήρωτον ἀντάλλαγμα. Ἡ ὅλη <box>118 1360 358 1874</box>
paragraph: Τό 1955 λήγει ἔπειτα ἀπό μίαν ὀξεῖαν ἐναλλαγήν ὑπεραιτέρων ἐλπίδων καί ἀνοδοστών φόβων καί μέ τήν γενικήν ἐπίγνωσιν ὅτι ἡ ἀνθρωπότης, μολονότι ἀπέφυγε τόν πόλεμον, δέν ἔχει ἀποκτήσει ἀκόμη τήν πραγματικήν εἰρήνην —τήν εἰρήνην πού θά ἀποφέρη τό τέλος τῶν ἐξοπλισμῶν καί θά νοθεύεται ἀπό τούς σφοδρούς διπλωματικούς καί οἰκονομικούς ἀνταγωνισμούς. Ὡστόσον τό 1955 ὑπῆρξε τό πρῶτον μεταπολεμικόν ἔτος κατά τό ὁποῖον οἱ δύο κόσμοι ἀντήλλαξαν χειραψίαν, ἔπειτα ἀπό μακράν περίοδον ἀμοιβαίων ὑποψιῶν καί ὕβρεων. Οἱ λαοί, ποθοῦντες πάντοτε νά ἐπτρεάζωνται ψυχολογικῶς, ἀνέπνευσαν κάπως. Τά πυρηνικά ὅπλα ἔπαυσαν νά εἶναι ὁ ἐφιάλτης τῆς καθημερινῆς ἐκείνης ζωῆς, οἱ ὁποῖοι ἤρχισαν νά πιστεύουν περισσότερον εἰς τήν ἐλπίδα τῶν ἀνθρώπων. Ἡ πίστις αὐτή τῶν ἀνθρώπων εἶναι ἴσως ἡ πολυτιμότερα κληρονομία πού ἀφῆκε τό 1955 διά τήν κατάστασιν τῶν δύο κόσμων εἰς τόν κόσμον τό λῆξαν ἔτος. Καί ἡ ἐλπίς ὅτι ἡ ψυχρά εἰρήνη θά ἀντικατασταθῆ κάποτε ὑπό μίαν πραγματικήν, μέ ἐλπίδας καί προτιμήσεις, μολονότι καί θερμήν εἰρήνην. <box>1220 300 1488 642</box>
dateline <box>117 270 1490 288</box>
